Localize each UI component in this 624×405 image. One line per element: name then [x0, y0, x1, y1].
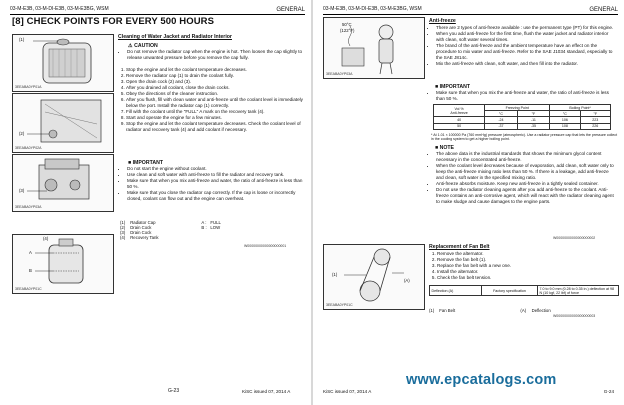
- watermark-link[interactable]: www.epcatalogs.com: [406, 372, 557, 388]
- fan-step-item: 4. Install the alternator.: [437, 269, 617, 275]
- left-header-models: 03-M-E3B, 03-M-DI-E3B, 03-M-E3BG, WSM: [10, 6, 109, 12]
- fan-step-item: 3. Replace the fan belt with a new one.: [437, 263, 617, 269]
- right-important-item: • Make sure that when you mix the anti-freeze and water, the ratio of anti-freeze is less than 50 %.: [436, 90, 617, 102]
- step-item: 1. Stop the engine and let the coolant temperature decreases.: [126, 67, 306, 73]
- step-item: 4. After you drained all coolant, close the drain cocks.: [126, 85, 306, 91]
- fig-label-4: (4): [43, 236, 49, 241]
- figure-engine: [12, 154, 114, 212]
- table-row: 40 -24 -11 106 223: [434, 117, 611, 123]
- engine-drawing: [13, 155, 113, 211]
- antifreeze-list: [429, 25, 617, 67]
- table-unit: °F: [580, 111, 610, 117]
- note-item: • Anti-freeze absorbs moisture. Keep new anti-freeze in a tightly sealed container.: [436, 181, 617, 187]
- antifreeze-item: • The brand of the anti-freeze and the ambient temperature have an effect on the procedure to mix water and anti-freeze. Refer to the SAE J1034 standard, especially to the SAE J814c.: [436, 43, 617, 61]
- right-header: [323, 3, 618, 15]
- caution-heading: ⚠ CAUTION: [128, 43, 158, 49]
- left-page: [0, 0, 311, 405]
- left-header-section: GENERAL: [276, 7, 305, 13]
- important-item: • Do not start the engine without coolant.: [127, 166, 306, 172]
- step-item: 7. Fill with the coolant until the "FULL" A mark on the recovery tank (4).: [126, 109, 306, 115]
- right-header-section: GENERAL: [589, 7, 618, 13]
- step-item: 6. After you flush, fill with clean water and anti-freeze until the coolant level is immediately below the port. Install the radiator cap (1) correctly.: [126, 97, 306, 109]
- legend-row: (3) Drain Cock: [120, 230, 152, 235]
- table-unit: °C: [550, 111, 580, 117]
- step-item: 5. Obey the directions of the cleaner instruction.: [126, 91, 306, 97]
- fan-belt-heading: Replacement of Fan Belt: [429, 244, 490, 250]
- antifreeze-item: • There are 2 types of anti-freeze available : use the permanent type (PT) for this engine.: [436, 25, 617, 31]
- fig-label-3: (3): [19, 188, 25, 193]
- caution-label: CAUTION: [134, 43, 158, 49]
- important-list: [120, 166, 306, 202]
- right-page: [313, 0, 624, 405]
- table-head-vol: Vol %: [454, 106, 464, 111]
- table-unit: °C: [485, 111, 517, 117]
- right-ref-code-2: W00000000000000000003: [553, 314, 596, 318]
- fig-label-belt: (1): [332, 272, 338, 277]
- figure-fan-belt: [323, 244, 425, 310]
- fan-legend-name: Fan Belt: [439, 308, 456, 313]
- step-item: 2. Remove the radiator cap (1) to drain the coolant fully.: [126, 73, 306, 79]
- figure-radiator: [12, 34, 114, 92]
- left-ref-code: W00000000000000000001: [244, 244, 287, 248]
- antifreeze-heading: Anti-freeze: [429, 18, 456, 24]
- antifreeze-table: [433, 104, 611, 130]
- figure-recovery-tank: [12, 234, 114, 294]
- note-label: NOTE: [439, 145, 454, 151]
- table-head-boiling: Boiling Point*: [550, 105, 611, 111]
- figure-drain-cock: [12, 93, 114, 153]
- fan-step-item: 5. Check the fan belt tension.: [437, 275, 617, 281]
- drain-cock-drawing: [13, 94, 113, 152]
- spec-name: Deflection (A): [430, 286, 482, 296]
- left-page-number: G-23: [168, 388, 180, 394]
- caution-item: • Do not remove the radiator cap when the engine is hot. Then loosen the cap slightly to release unwanted pressure before you remove the cap fully.: [127, 49, 306, 61]
- fig-label-a: A: [29, 250, 32, 255]
- note-item: • The above data is the industrial standards that shows the minimum glycol content necessary in the concentrated anti-freeze.: [436, 151, 617, 163]
- fan-belt-drawing: [324, 245, 424, 309]
- fig-code-1: 3EEABA0YP01A: [15, 85, 42, 89]
- right-page-number: G-24: [603, 389, 614, 394]
- caution-list: [120, 49, 306, 61]
- right-legend: [429, 308, 619, 313]
- temp-label: 50°C: [342, 22, 352, 27]
- recovery-tank-drawing: [13, 235, 113, 293]
- table-row: 50 -37 -35 108 226: [434, 123, 611, 129]
- table-unit: °F: [517, 111, 550, 117]
- note-list: [429, 151, 617, 205]
- left-legend: [120, 220, 290, 240]
- legend-row: (1) Radiator Cap A : FULL: [120, 220, 221, 225]
- hot-radiator-drawing: [324, 18, 424, 78]
- fig-label-deflection: (A): [404, 278, 410, 283]
- fan-step-item: 1. Remove the alternator.: [437, 251, 617, 257]
- fan-legend-num: (1): [429, 308, 435, 313]
- right-ref-code-1: W00000000000000000002: [553, 236, 596, 240]
- important-item: • Use clean and soft water with anti-freeze to fill the radiator and recovery tank.: [127, 172, 306, 178]
- step-item: 8. Start and operate the engine for a few minutes.: [126, 115, 306, 121]
- legend-row: (2) Drain Cock B : LOW: [120, 225, 221, 230]
- figure-hot-radiator: [323, 17, 425, 79]
- note-item: • Do not use the radiator cleaning agents after you add anti-freeze to the coolant. Anti-freeze contains an anti-corrosive agent, which will react with the radiator cleaning agent to make sludge and cause damages to the engine parts.: [436, 187, 617, 205]
- right-issue: KiSC issued 07, 2014 A: [323, 389, 372, 394]
- spec-type: Factory specification: [482, 286, 538, 296]
- table-row: [430, 286, 619, 296]
- step-item: 9. Stop the engine and let the coolant temperature decreases. Check the coolant level of radiator and recovery tank (4) and add coolant if necessary.: [126, 121, 306, 133]
- right-header-models: 03-M-E3B, 03-M-DI-E3B, 03-M-E3BG, WSM: [323, 6, 422, 12]
- fig-label-1: (1): [19, 37, 25, 42]
- important-item: • Make sure that when you mix anti-freeze and water, the ratio of anti-freeze is less than 50 %.: [127, 178, 306, 190]
- important-item: • Make sure that you close the radiator cap correctly. If the cap is loose or incorrectly closed, coolant can flow out and the engine can overheat.: [127, 190, 306, 202]
- table-head-freezing: Freezing Point: [485, 105, 550, 111]
- note-item: • When the coolant level decreases because of evaporation, add clean, soft water only to keep the anti-freeze mixing ratio less than 50 %. If there is a leakage, add anti-freeze and clean, soft water in the specified mixing ratio.: [436, 163, 617, 181]
- legend-row: (4) Recovery Tank: [120, 235, 159, 240]
- right-fig-code-1: 3EEABA0YP03A: [326, 72, 353, 76]
- step-item: 3. Open the drain cock (2) and (3).: [126, 79, 306, 85]
- right-important-label: IMPORTANT: [439, 84, 471, 90]
- right-fig-code-2: 3EEABA0YP01C: [326, 303, 353, 307]
- fig-code-4: 3EEABA0YP01C: [15, 287, 42, 291]
- left-issue: KiSC issued 07, 2014 A: [242, 389, 291, 394]
- right-important-list: [429, 90, 617, 102]
- spec-value: 7.0 to 9.0 mm (0.28 to 0.35 in.) deflection at 98 N (10 kgf, 22 lbf) of force: [538, 286, 619, 296]
- right-important-heading: ■ IMPORTANT: [435, 84, 471, 90]
- note-heading: ■ NOTE: [435, 145, 454, 151]
- radiator-drawing: [13, 35, 113, 91]
- antifreeze-item: • Mix the anti-freeze with clean, soft water, and then fill into the radiator.: [436, 61, 617, 67]
- fig-label-b: B: [29, 268, 32, 273]
- temp-label-f: (122°F): [340, 28, 355, 33]
- fan-steps-list: [429, 251, 617, 281]
- fig-code-3: 3EEABA0YP03A: [15, 205, 42, 209]
- important-label: IMPORTANT: [132, 160, 164, 166]
- spec-table: [429, 285, 619, 296]
- steps-list: [118, 67, 306, 133]
- fan-legend-num: (A): [520, 308, 527, 313]
- antifreeze-item: • When you add anti-freeze for the first time, flush the water jacket and radiator interior with clean, soft water several times.: [436, 31, 617, 43]
- fan-step-item: 2. Remove the fan belt (1).: [437, 257, 617, 263]
- left-header: [10, 3, 305, 15]
- fig-code-2: 3EEABA0YP02A: [15, 146, 42, 150]
- important-heading: ■ IMPORTANT: [128, 160, 164, 166]
- table-note: * At 1.01 × 100000 Pa (760 mmHg) pressure (atmospheric). Use a radiator pressure cap that lets the pressure collect in the cooling system to get a higher boiling point.: [431, 133, 618, 142]
- fan-legend-name: Deflection: [531, 308, 551, 313]
- fig-label-2: (2): [19, 131, 25, 136]
- cleaning-subheading: Cleaning of Water Jacket and Radiator Interior: [118, 34, 232, 40]
- section-title: [8] CHECK POINTS FOR EVERY 500 HOURS: [12, 16, 215, 27]
- table-head-sub: Anti-freeze: [450, 110, 468, 115]
